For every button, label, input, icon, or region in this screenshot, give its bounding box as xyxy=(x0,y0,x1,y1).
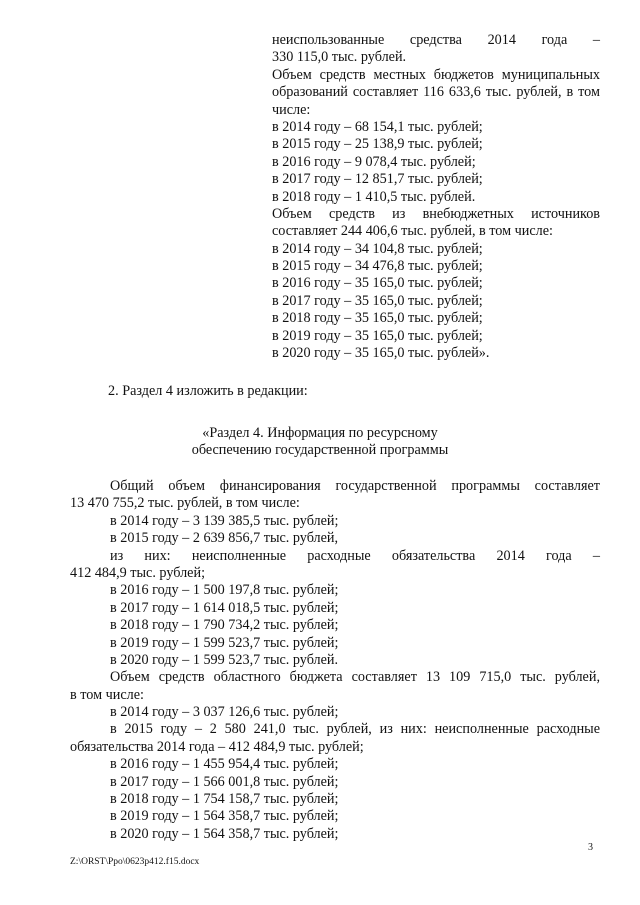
page-number: 3 xyxy=(588,842,593,853)
text-line: из них: неисполненные расходные обязательства 2014 года – xyxy=(110,547,600,564)
text-line: в 2014 году – 68 154,1 тыс. рублей; xyxy=(272,118,483,135)
text-line: 13 470 755,2 тыс. рублей, в том числе: xyxy=(70,495,300,512)
section-4-body xyxy=(70,478,600,843)
text-line: в 2014 году – 3 037 126,6 тыс. рублей; xyxy=(110,704,339,721)
text-line: в 2018 году – 1 410,5 тыс. рублей. xyxy=(272,188,476,205)
text-line: в 2018 году – 1 754 158,7 тыс. рублей; xyxy=(110,791,339,808)
text-line: неиспользованные средства 2014 года – xyxy=(272,32,600,48)
text-line: в 2020 году – 1 564 358,7 тыс. рублей; xyxy=(110,825,339,842)
text-line: в 2015 году – 34 476,8 тыс. рублей; xyxy=(272,258,483,275)
text-line: в 2019 году – 35 165,0 тыс. рублей; xyxy=(272,327,483,344)
text-line: в том числе: xyxy=(70,686,144,703)
text-line: в 2017 году – 1 614 018,5 тыс. рублей; xyxy=(110,599,339,616)
section-title-line: обеспечению государственной программы xyxy=(191,442,449,459)
file-path-footer: Z:\ORST\Ppo\0623p412.f15.docx xyxy=(70,857,200,867)
text-line: в 2016 году – 1 455 954,4 тыс. рублей; xyxy=(110,756,339,773)
text-line: в 2015 году – 25 138,9 тыс. рублей; xyxy=(272,136,483,153)
text-line: Объем средств местных бюджетов муниципальных xyxy=(272,66,600,83)
text-line: в 2018 году – 1 790 734,2 тыс. рублей; xyxy=(110,617,339,634)
text-line: в 2020 году – 35 165,0 тыс. рублей». xyxy=(272,345,490,362)
text-line: 330 115,0 тыс. рублей. xyxy=(272,49,407,66)
text-line: составляет 244 406,6 тыс. рублей, в том числе: xyxy=(272,223,553,240)
text-line: в 2019 году – 1 599 523,7 тыс. рублей; xyxy=(110,634,339,651)
text-line: в 2016 году – 1 500 197,8 тыс. рублей; xyxy=(110,582,339,599)
text-line: в 2014 году – 3 139 385,5 тыс. рублей; xyxy=(110,512,339,529)
text-line: Общий объем финансирования государственной программы составляет xyxy=(110,478,600,494)
item-2-heading: 2. Раздел 4 изложить в редакции: xyxy=(108,383,308,399)
section-title-line: «Раздел 4. Информация по ресурсному xyxy=(202,425,438,441)
text-line: Объем средств из внебюджетных источников xyxy=(272,205,600,222)
text-line: в 2018 году – 35 165,0 тыс. рублей; xyxy=(272,310,483,327)
text-line: числе: xyxy=(272,101,311,118)
text-line: в 2014 году – 34 104,8 тыс. рублей; xyxy=(272,240,483,257)
text-line: в 2015 году – 2 580 241,0 тыс. рублей, из них: неисполненные расходные xyxy=(110,721,600,738)
text-line: 412 484,9 тыс. рублей; xyxy=(70,564,206,581)
text-line: в 2016 году – 35 165,0 тыс. рублей; xyxy=(272,275,483,292)
text-line: в 2019 году – 1 564 358,7 тыс. рублей; xyxy=(110,808,339,825)
text-line: в 2015 году – 2 639 856,7 тыс. рублей, xyxy=(110,530,339,547)
text-line: Объем средств областного бюджета составляет 13 109 715,0 тыс. рублей, xyxy=(110,669,600,686)
text-line: в 2017 году – 35 165,0 тыс. рублей; xyxy=(272,292,483,309)
text-line: образований составляет 116 633,6 тыс. рублей, в том xyxy=(272,84,600,101)
text-line: в 2016 году – 9 078,4 тыс. рублей; xyxy=(272,153,476,170)
section-4-title xyxy=(0,425,640,460)
text-line: в 2017 году – 12 851,7 тыс. рублей; xyxy=(272,171,483,188)
text-line: в 2017 году – 1 566 001,8 тыс. рублей; xyxy=(110,773,339,790)
funding-continuation-column xyxy=(272,32,600,362)
text-line: обязательства 2014 года – 412 484,9 тыс. рублей; xyxy=(70,738,364,755)
text-line: в 2020 году – 1 599 523,7 тыс. рублей. xyxy=(110,651,339,668)
